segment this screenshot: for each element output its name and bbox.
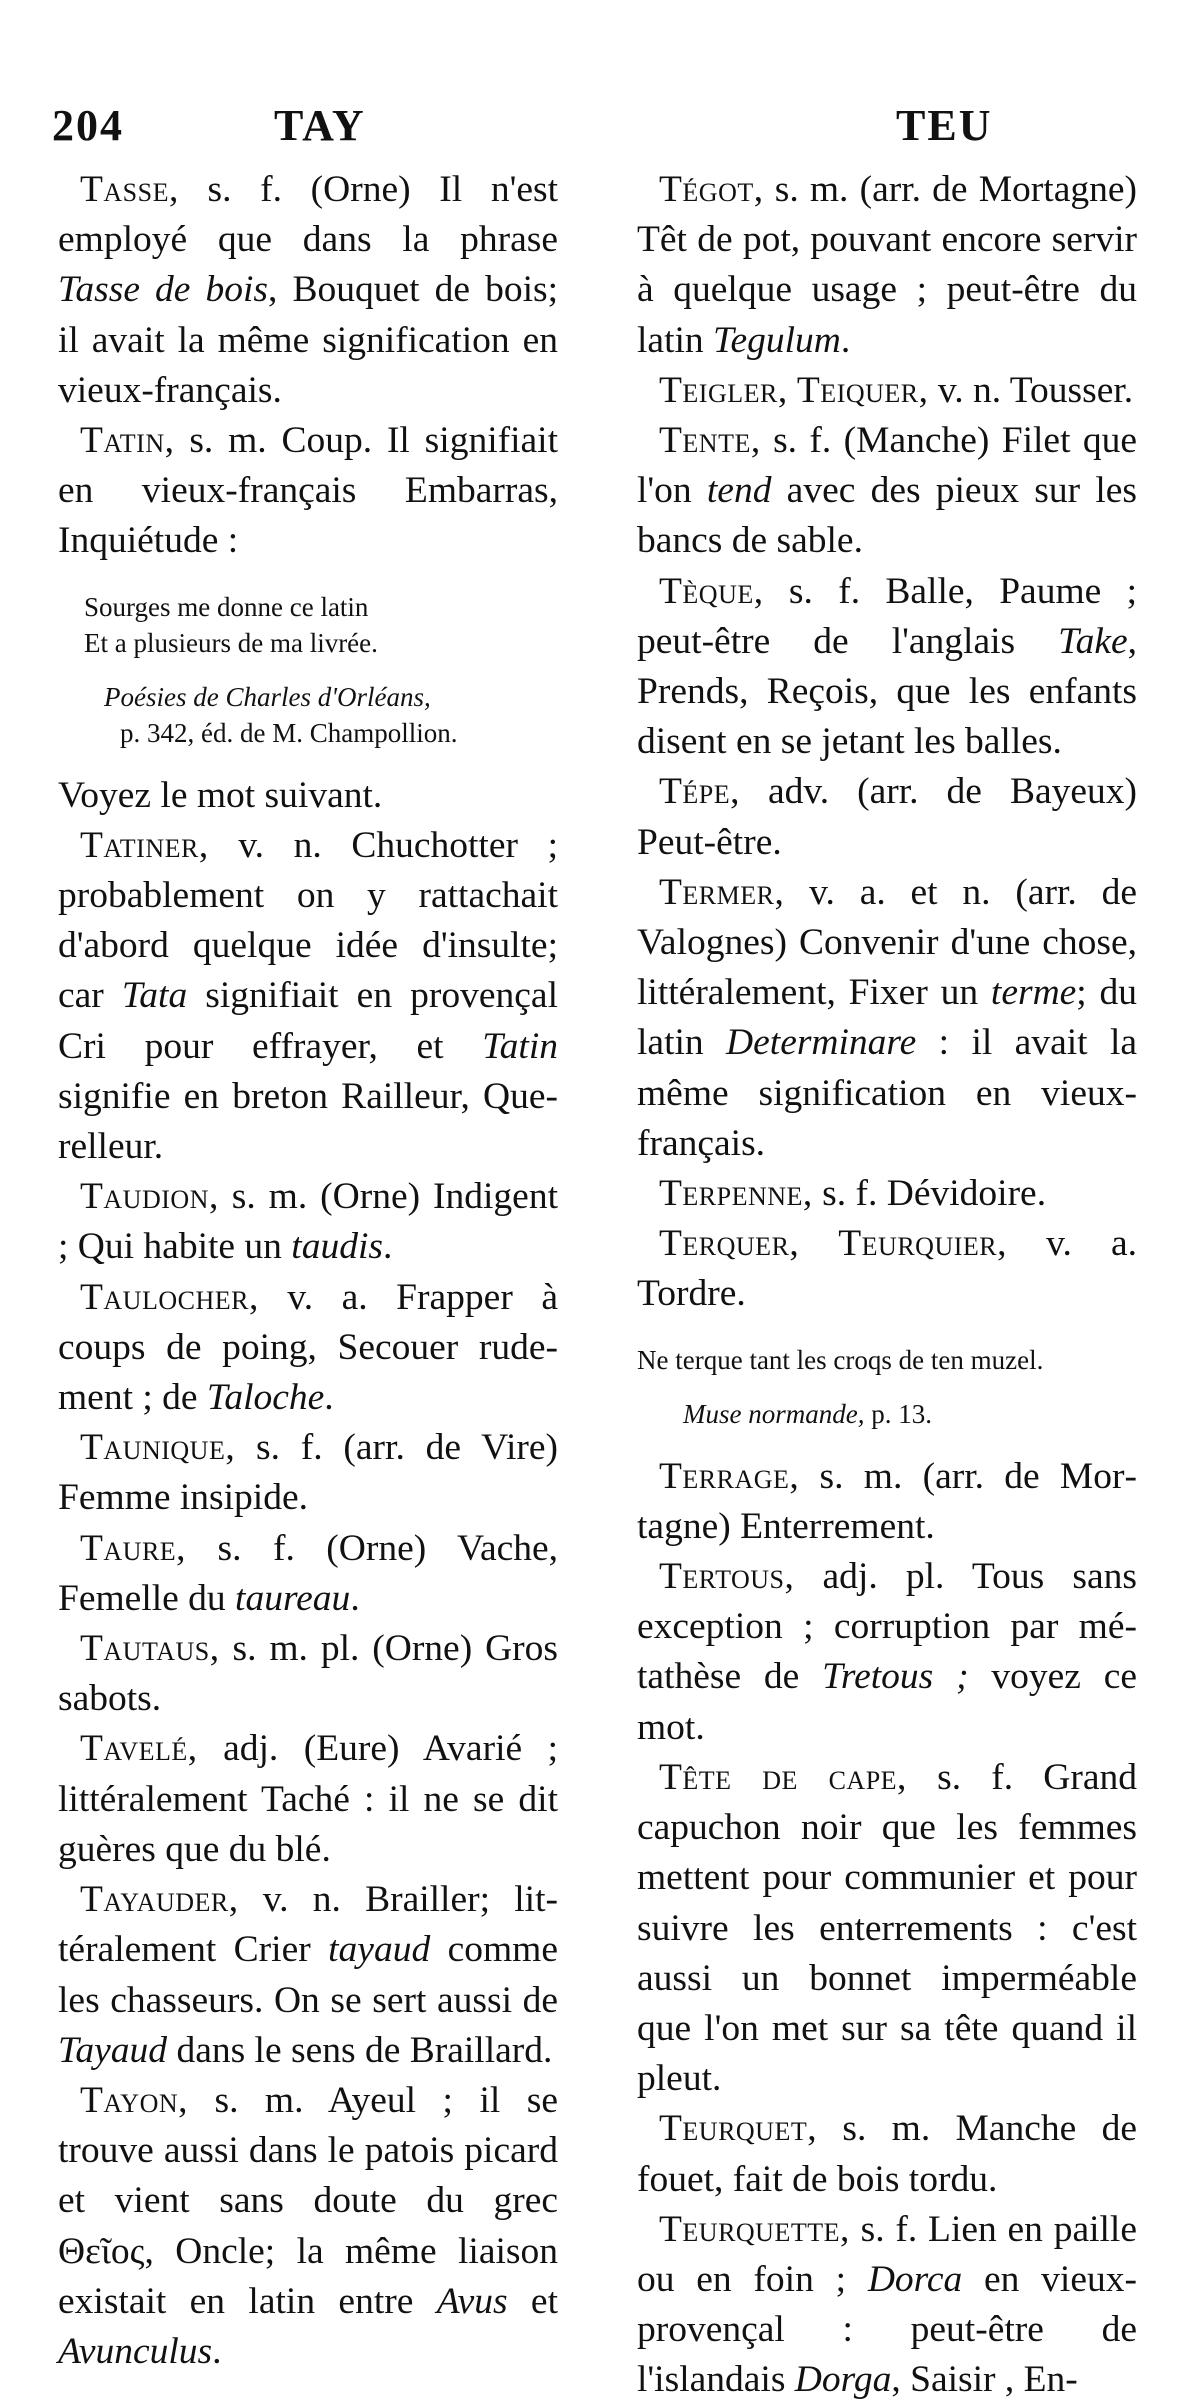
entry-tasse <box>58 165 558 416</box>
definition-text: avec des pieux sur les bancs de sable. <box>637 470 1137 562</box>
definition-text: , Oncle; la même liaison existait en latin entre <box>58 2230 558 2322</box>
headword: Tête de cape, <box>659 1756 907 1798</box>
headword: Taure, <box>80 1527 187 1569</box>
headword: Termer, <box>659 871 785 913</box>
entry-termer <box>637 868 1137 1169</box>
entry-tatiner <box>58 821 558 1172</box>
entry-tertous <box>637 1552 1137 1753</box>
entry-teurquet <box>637 2104 1137 2204</box>
headword: Tégot, <box>659 169 764 210</box>
punctuation: . <box>840 319 851 361</box>
verse-quotation <box>58 589 558 751</box>
italic-term: Tayaud <box>58 2029 168 2071</box>
entry-tatin <box>58 416 558 567</box>
quote-source <box>637 1396 1137 1432</box>
italic-term: Tatin <box>482 1025 558 1067</box>
entry-tautaus <box>58 1624 558 1724</box>
running-head-left: TAY <box>274 101 366 150</box>
definition-text: s. f. (Orne) Il n'est employé que dans la phrase <box>58 169 558 261</box>
source-title: Poésies de Charles d'Orléans, <box>104 681 431 712</box>
headword: Tautaus, <box>80 1628 220 1670</box>
definition-text: comme les chasseurs. On se sert aussi de <box>58 1929 558 2021</box>
definition-text: et <box>507 2280 558 2322</box>
definition-text: v. a. et n. (arr. de Valognes) Convenir d'une chose, littéralement, Fixer un <box>637 871 1137 1014</box>
definition-text: adv. (arr. de Bayeux) Peut-être. <box>637 771 1137 863</box>
italic-term: tayaud <box>328 1929 431 1971</box>
entry-taure <box>58 1524 558 1624</box>
definition-text: s. m. Ayeul ; il se trouve aussi dans le patois picard et vient sans doute du grec <box>58 2079 558 2222</box>
headword: Tépe, <box>659 771 741 813</box>
italic-term: Determinare <box>726 1022 917 1064</box>
italic-term: Dorca <box>867 2258 963 2300</box>
left-column <box>58 165 558 2377</box>
headword: Tente, <box>659 420 761 462</box>
definition-text: s. m. (Orne) Indigent ; Qui habite un <box>58 1176 558 1268</box>
entry-tente <box>637 416 1137 567</box>
entry-tete-de-cape <box>637 1753 1137 2104</box>
italic-term: Taloche <box>206 1377 325 1419</box>
punctuation: . <box>212 2330 222 2372</box>
definition-text: : il avait la même signification en vieux-français. <box>637 1022 1138 1164</box>
quote-line: Ne terque tant les croqs de ten muzel. <box>637 1344 1044 1375</box>
right-column <box>637 165 1137 2406</box>
page-number: 204 <box>52 101 124 150</box>
verse-quotation <box>637 1342 1137 1432</box>
quote-line: Et a plusieurs de ma livrée. <box>84 627 378 658</box>
definition-text: s. f. Balle, Paume ; peut-être de l'anglais <box>637 570 1137 662</box>
italic-term: Tretous ; <box>822 1656 969 1698</box>
definition-text: s. m. Coup. Il signifiait en vieux-français Embarras, Inquiétude : <box>58 420 558 562</box>
definition-text: adj. pl. Tous sans exception ; corruption par métathèse de <box>637 1556 1137 1698</box>
definition-text: signifie en breton Railleur, Querelleur. <box>58 1075 558 1168</box>
headword: Tertous, <box>659 1556 795 1598</box>
definition-text: s. m. pl. (Orne) Gros sabots. <box>58 1628 558 1720</box>
entry-teque <box>637 567 1137 768</box>
headword: Tasse, <box>80 169 179 210</box>
definition-text: dans le sens de Braillard. <box>167 2029 553 2071</box>
italic-term: Tata <box>121 975 188 1017</box>
headword: Teigler, Teiquer, <box>659 369 929 411</box>
definition-text: v. a. Tordre. <box>637 1223 1137 1315</box>
italic-term: taudis <box>291 1226 383 1268</box>
running-header <box>52 100 1142 170</box>
definition-text: s. f. (Manche) Filet que l'on <box>637 420 1137 512</box>
source-title: Muse normande, <box>683 1398 865 1429</box>
headword: Teurquette, <box>659 2208 850 2250</box>
source-page: p. 13. <box>864 1398 932 1429</box>
italic-term: Avunculus <box>58 2330 213 2372</box>
entry-tavele <box>58 1724 558 1875</box>
headword: Tayon, <box>80 2079 189 2121</box>
definition-text: s. f. Dévidoire. <box>812 1173 1047 1215</box>
definition-text: s. f. (Orne) Vache, Femelle du <box>58 1527 558 1619</box>
cross-reference: Voyez le mot suivant. <box>58 774 383 816</box>
italic-term: Take <box>1058 620 1128 662</box>
definition-text: v. n. Tousser. <box>928 369 1134 411</box>
headword: Tatin, <box>80 420 175 462</box>
headword: Tavelé, <box>80 1728 198 1770</box>
italic-term: tend <box>706 470 772 512</box>
punctuation: . <box>382 1226 393 1268</box>
italic-term: Avus <box>436 2280 508 2322</box>
headword: Taulocher, <box>80 1276 259 1318</box>
entry-taudion <box>58 1172 558 1272</box>
quote-source-detail: p. 342, éd. de M. Champollion. <box>120 717 458 748</box>
definition-text: s. f. (arr. de Vire) Femme insipide. <box>58 1427 558 1519</box>
definition-text: v. n. Brailler; littéralement Crier <box>58 1879 558 1971</box>
entry-taulocher <box>58 1273 558 1424</box>
definition-text: en vieux-provençal : peut-être de l'islandais <box>637 2258 1137 2401</box>
definition-text: v. n. Chuchotter ; probablement on y rattachait d'abord quelque idée d'insulte; car <box>58 824 558 1017</box>
greek-term: Θεῖος <box>58 2230 145 2272</box>
entry-tepe <box>637 767 1137 867</box>
definition-text: s. m. Manche de fouet, fait de bois tordu. <box>637 2108 1137 2200</box>
definition-text: signifiait en provençal Cri pour effrayer, et <box>58 975 558 1067</box>
italic-term: terme <box>990 972 1077 1014</box>
headword: Taunique, <box>80 1427 236 1469</box>
definition-text: , Saisir , En- <box>891 2359 1078 2401</box>
italic-term: Dorga <box>794 2359 892 2401</box>
headword: Terrage, <box>659 1455 800 1497</box>
definition-text: , Prends, Reçois, que les enfants disent en se jetant les balles. <box>637 620 1137 763</box>
entry-terquer <box>637 1219 1137 1319</box>
headword: Tayauder, <box>80 1879 239 1921</box>
punctuation: . <box>324 1377 334 1419</box>
punctuation: . <box>350 1577 360 1619</box>
headword: Teurquet, <box>659 2108 818 2150</box>
italic-term: Tegulum <box>713 319 841 361</box>
entry-tayauder <box>58 1875 558 2076</box>
definition-text: v. a. Frapper à coups de poing, Secouer rudement ; de <box>58 1276 558 1419</box>
quote-line: Sourges me donne ce latin <box>84 591 369 622</box>
definition-text: voyez ce mot. <box>637 1656 1137 1748</box>
definition-text: s. f. Lien en paille ou en foin ; <box>637 2208 1137 2300</box>
definition-text: s. m. (arr. de Mortagne) Têt de pot, pouvant encore servir à quelque usage ; peut-être du latin <box>637 169 1137 361</box>
italic-term: Tasse de bois <box>58 269 269 311</box>
definition-text: adj. (Eure) Avarié ; littéralement Taché : il ne se dit guères que du blé. <box>58 1728 558 1870</box>
entry-teurquette <box>637 2205 1137 2406</box>
headword: Tèque, <box>659 570 764 612</box>
headword: Tatiner, <box>80 824 209 866</box>
definition-text: s. f. Grand capuchon noir que les femmes mettent pour communier et pour suivre les enterrements : c'est aussi un bonnet imperméable que l'on met sur sa tête quand il pleut. <box>637 1756 1138 2100</box>
quote-source <box>58 679 558 715</box>
italic-term: taureau <box>235 1577 351 1619</box>
entry-taunique <box>58 1423 558 1523</box>
headword: Taudion, <box>80 1176 219 1218</box>
headword: Terpenne, <box>659 1173 813 1215</box>
definition-text: ; du latin <box>637 972 1138 1064</box>
definition-text: , Bouquet de bois; il avait la même signification en vieux-français. <box>58 269 558 411</box>
entry-tayon <box>58 2076 558 2377</box>
entry-terpenne <box>637 1169 1137 1219</box>
running-head-right: TEU <box>896 101 993 150</box>
entry-tegot <box>637 165 1137 366</box>
entry-terrage <box>637 1452 1137 1552</box>
entry-teigler <box>637 366 1137 416</box>
definition-text: s. m. (arr. de Mortagne) Enterrement. <box>637 1455 1137 1547</box>
headword: Terquer, Teurquier, <box>659 1223 1007 1265</box>
